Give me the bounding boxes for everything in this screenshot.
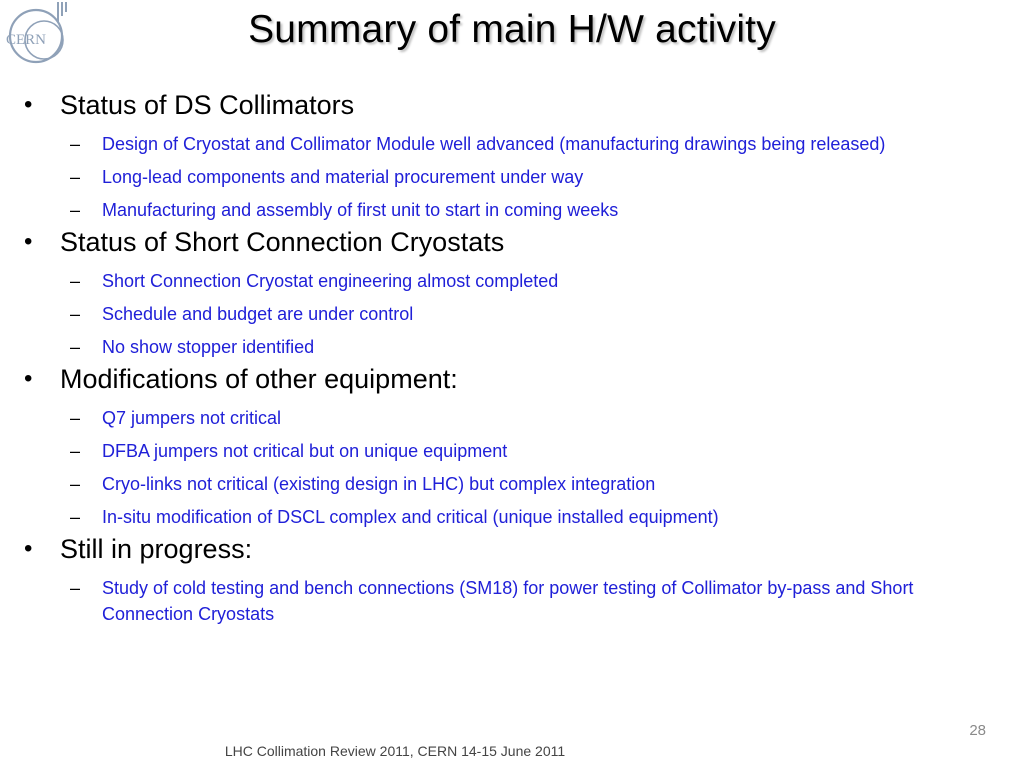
dash-glyph: –	[70, 578, 81, 598]
sub-item-text: No show stopper identified	[102, 337, 315, 357]
sub-item	[70, 575, 982, 627]
dash-glyph: –	[70, 304, 81, 324]
sub-list	[70, 405, 982, 530]
page-number: 28	[969, 722, 986, 739]
dash-glyph: –	[70, 441, 81, 461]
bullet-heading: Status of Short Connection Cryostats	[60, 227, 505, 257]
bullet-item	[22, 360, 982, 398]
bullet-glyph: •	[24, 365, 33, 392]
sub-item-text: Short Connection Cryostat engineering almost completed	[102, 271, 559, 291]
footer-text: LHC Collimation Review 2011, CERN 14-15 June 2011	[224, 743, 566, 759]
sub-item	[70, 197, 982, 223]
section	[22, 360, 982, 530]
sub-item-text: In-situ modification of DSCL complex and critical (unique installed equipment)	[102, 507, 719, 527]
dash-glyph: –	[70, 271, 81, 291]
bullet-item	[22, 223, 982, 261]
sub-item-text: Study of cold testing and bench connections (SM18) for power testing of Collimator by-pass and Short Connection Cryostats	[102, 578, 914, 624]
dash-glyph: –	[70, 507, 81, 527]
dash-glyph: –	[70, 134, 81, 154]
bullet-item	[22, 530, 982, 568]
sub-item	[70, 164, 982, 190]
sub-list	[70, 131, 982, 223]
bullet-heading: Still in progress:	[60, 534, 253, 564]
dash-glyph: –	[70, 474, 81, 494]
bullet-glyph: •	[24, 228, 33, 255]
section	[22, 530, 982, 627]
sub-item	[70, 504, 982, 530]
bullet-glyph: •	[24, 535, 33, 562]
sub-item	[70, 334, 982, 360]
sub-item	[70, 131, 982, 157]
cern-logo-text: CERN	[5, 32, 47, 48]
slide-content	[22, 86, 982, 627]
sub-item	[70, 268, 982, 294]
sub-list	[70, 268, 982, 360]
bullet-heading: Modifications of other equipment:	[60, 364, 458, 394]
sub-item-text: Long-lead components and material procurement under way	[102, 167, 584, 187]
sub-item-text: Manufacturing and assembly of first unit to start in coming weeks	[102, 200, 619, 220]
dash-glyph: –	[70, 408, 81, 428]
sub-item-text: DFBA jumpers not critical but on unique equipment	[102, 441, 508, 461]
bullet-heading: Status of DS Collimators	[60, 90, 355, 120]
sub-item	[70, 405, 982, 431]
section	[22, 86, 982, 223]
sub-item-text: Cryo-links not critical (existing design in LHC) but complex integration	[102, 474, 656, 494]
dash-glyph: –	[70, 167, 81, 187]
dash-glyph: –	[70, 337, 81, 357]
sub-item	[70, 438, 982, 464]
bullet-item	[22, 86, 982, 124]
dash-glyph: –	[70, 200, 81, 220]
bullet-glyph: •	[24, 91, 33, 118]
sub-item	[70, 301, 982, 327]
sub-list	[70, 575, 982, 627]
slide-title: Summary of main H/W activity	[248, 8, 776, 51]
sub-item-text: Q7 jumpers not critical	[102, 408, 282, 428]
sub-item	[70, 471, 982, 497]
sub-item-text: Design of Cryostat and Collimator Module well advanced (manufacturing drawings being released)	[102, 134, 886, 154]
section	[22, 223, 982, 360]
sub-item-text: Schedule and budget are under control	[102, 304, 414, 324]
